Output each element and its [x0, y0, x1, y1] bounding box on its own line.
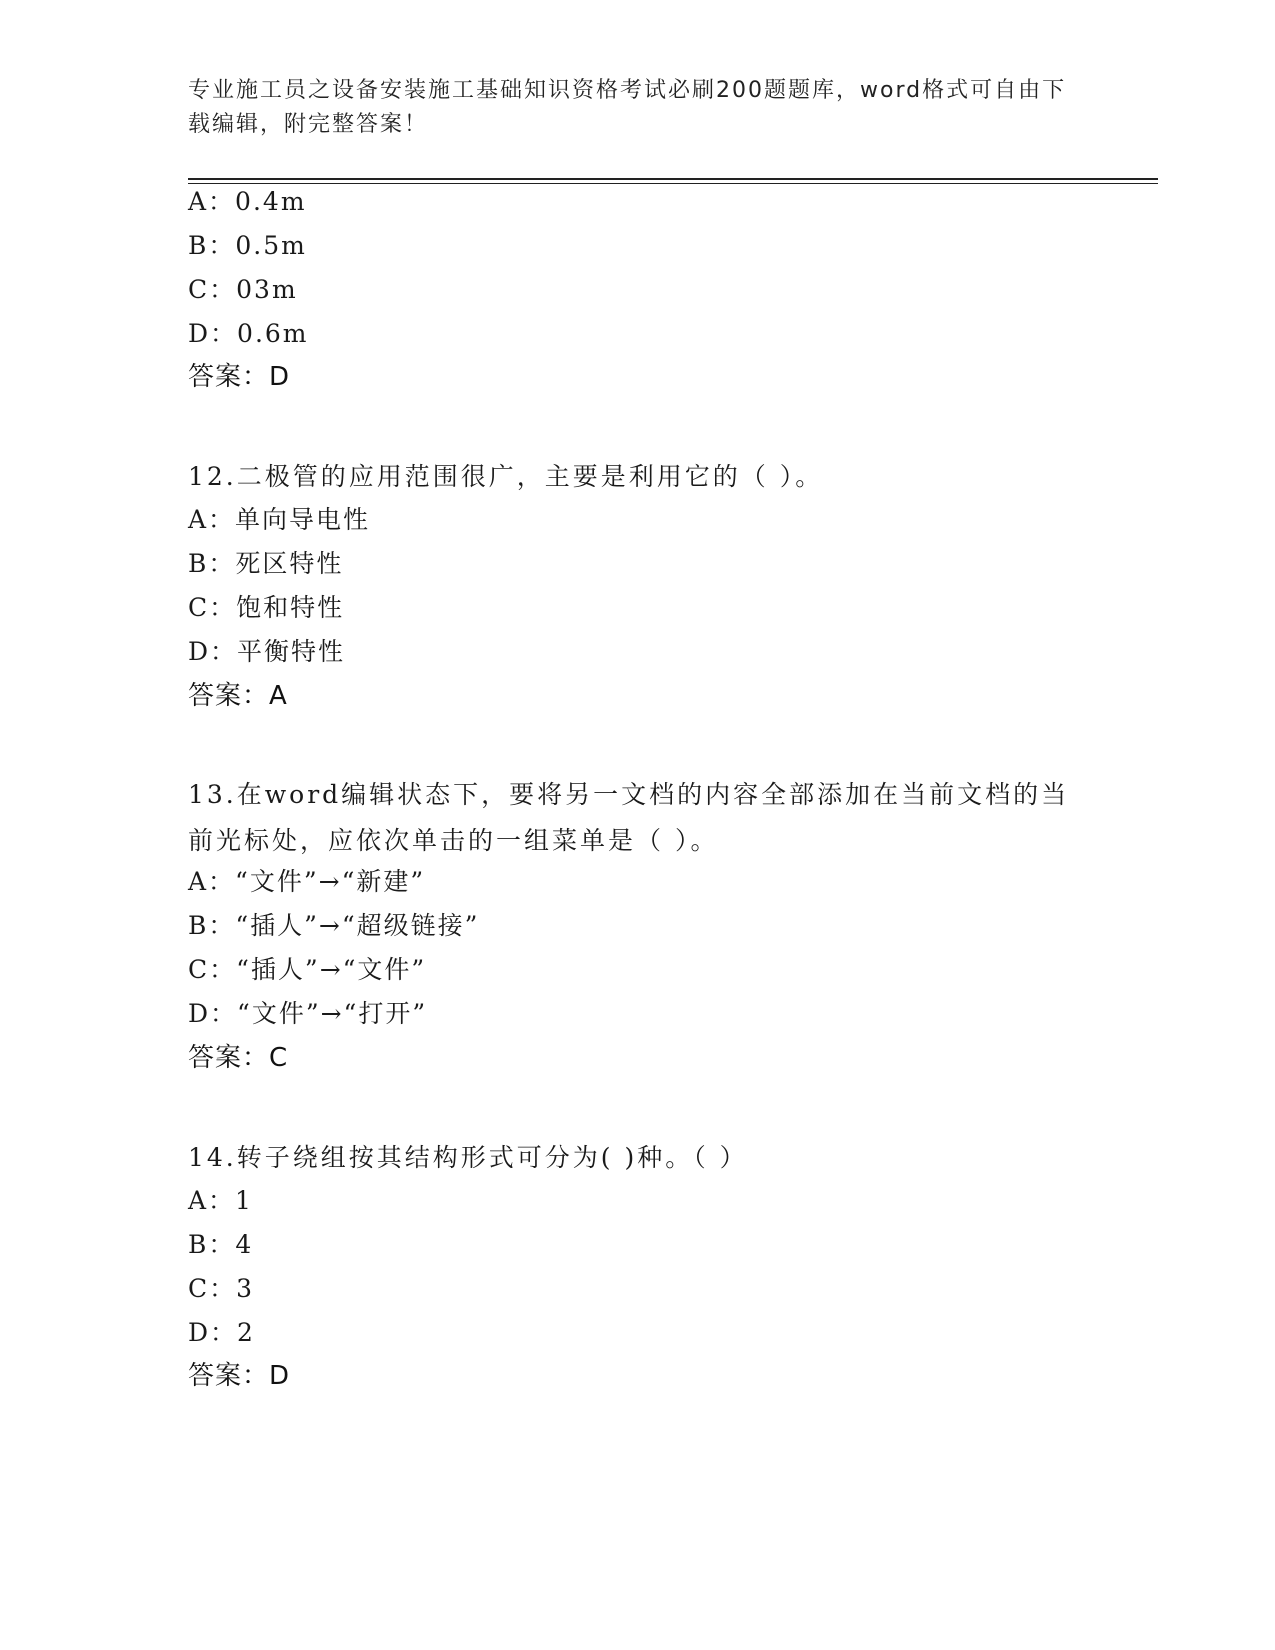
- q13-answer: 答案：C: [188, 1043, 289, 1073]
- q13-option-c: C：“插人”→“文件”: [188, 955, 427, 984]
- q12-answer: 答案：A: [188, 681, 288, 711]
- q12-question: 12.二极管的应用范围很广，主要是利用它的（ ）。: [188, 462, 824, 491]
- q13-option-a: A：“文件”→“新建”: [188, 867, 426, 896]
- q14-option-d: D：2: [188, 1318, 255, 1347]
- q11-option-d: D：0.6m: [188, 319, 309, 348]
- q13-option-d: D：“文件”→“打开”: [188, 999, 428, 1028]
- q11-answer: 答案：D: [188, 362, 291, 392]
- q12-option-b: B：死区特性: [188, 549, 344, 578]
- q12-option-c: C：饱和特性: [188, 593, 345, 622]
- header-divider-thick: [188, 178, 1158, 180]
- q14-option-a: A：1: [188, 1186, 253, 1215]
- q12-option-a: A：单向导电性: [188, 505, 371, 534]
- q12-option-d: D：平衡特性: [188, 637, 346, 666]
- document-header: 专业施工员之设备安装施工基础知识资格考试必刷200题题库，word格式可自由下载编辑，附完整答案！: [188, 78, 1067, 137]
- header-divider-thin: [188, 183, 1158, 184]
- q11-option-c: C：03m: [188, 275, 298, 304]
- q13-option-b: B：“插人”→“超级链接”: [188, 911, 480, 940]
- q14-question: 14.转子绕组按其结构形式可分为( )种。（ ）: [188, 1143, 748, 1172]
- q14-option-b: B：4: [188, 1230, 254, 1259]
- q11-option-a: A：0.4m: [188, 187, 307, 216]
- q13-question: 13.在word编辑状态下，要将另一文档的内容全部添加在当前文档的当前光标处，应依次单击的一组菜单是（ ）。: [188, 780, 1070, 855]
- q14-answer: 答案：D: [188, 1361, 291, 1391]
- q11-option-b: B：0.5m: [188, 231, 307, 260]
- q14-option-c: C：3: [188, 1274, 255, 1303]
